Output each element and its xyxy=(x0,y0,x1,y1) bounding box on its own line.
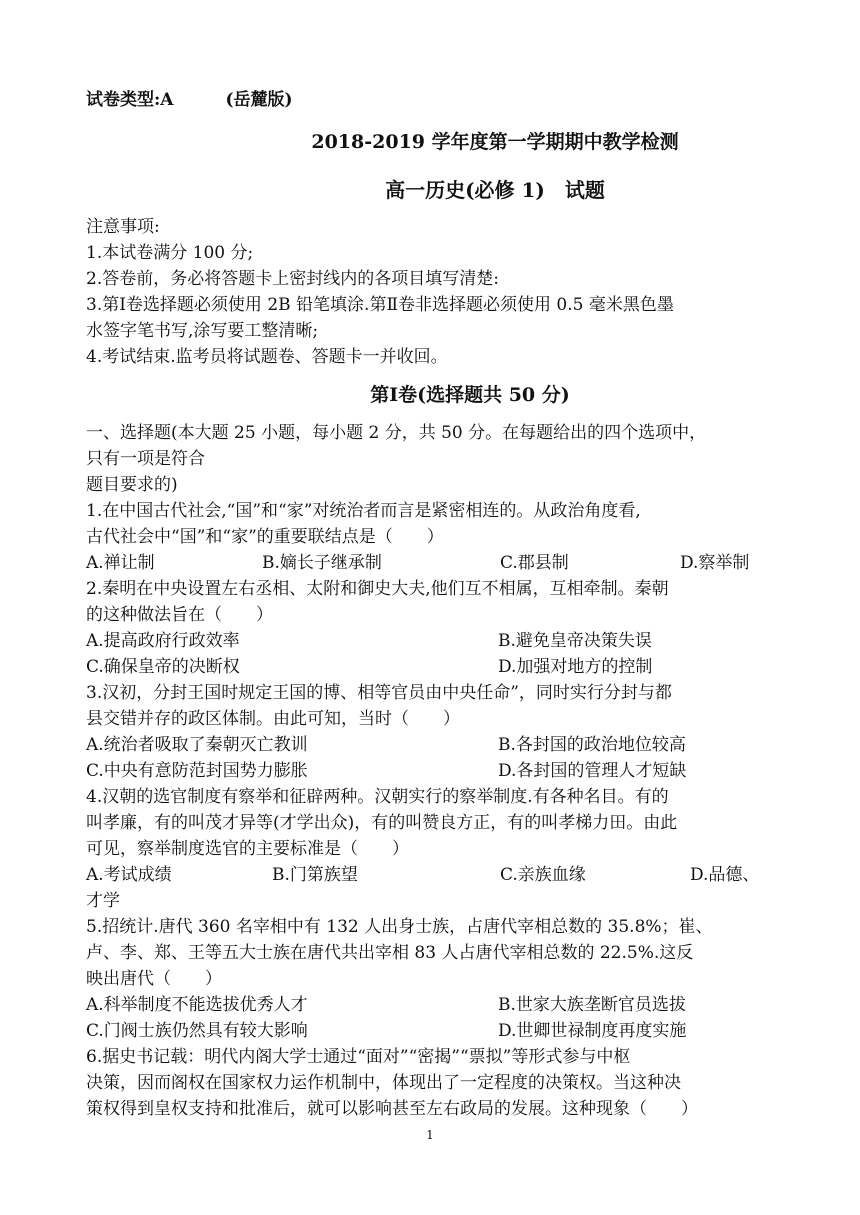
option-d-continued: 才学 xyxy=(86,891,120,911)
question-stem: 策权得到皇权支持和批准后，就可以影响甚至左右政局的发展。这种现象（ ） xyxy=(86,1099,698,1119)
option-c: C.郡县制 xyxy=(500,553,569,573)
question-stem: 4.汉朝的选官制度有察举和征辟两种。汉朝实行的察举制度.有各种名目。有的 xyxy=(86,787,669,807)
question-stem: 卢、李、郑、王等五大士族在唐代共出宰相 83 人占唐代宰相总数的 22.5%.这反 xyxy=(86,943,694,963)
option-a: A.提高政府行政效率 xyxy=(86,631,240,651)
note-item: 2.答卷前，务必将答题卡上密封线内的各项目填写清楚: xyxy=(86,269,499,289)
option-b: B.各封国的政治地位较高 xyxy=(498,735,686,755)
question-stem: 3.汉初，分封王国时规定王国的博、相等官员由中央任命”，同时实行分封与都 xyxy=(86,683,672,703)
section-instructions: 一、选择题(本大题 25 小题，每小题 2 分，共 50 分。在每题给出的四个选项中， xyxy=(86,423,707,443)
option-a: A.禅让制 xyxy=(86,553,155,573)
option-a: A.科举制度不能选拔优秀人才 xyxy=(86,995,308,1015)
paper-type-line xyxy=(86,87,293,113)
note-item: 3.第Ⅰ卷选择题必须使用 2B 铅笔填涂.第Ⅱ卷非选择题必须使用 0.5 毫米黑色墨 xyxy=(86,295,674,315)
option-c: C.亲族血缘 xyxy=(500,865,586,885)
option-d: D.世卿世禄制度再度实施 xyxy=(498,1021,687,1041)
question-stem: 决策，因而阁权在国家权力运作机制中，体现出了一定程度的决策权。当这种决 xyxy=(86,1073,681,1093)
option-b: B.世家大族垄断官员选拔 xyxy=(498,995,686,1015)
note-item: 1.本试卷满分 100 分; xyxy=(86,243,254,263)
option-d: D.品德、 xyxy=(690,865,760,885)
question-stem: 的这种做法旨在（ ） xyxy=(86,605,273,625)
exam-title: 2018-2019 学年度第一学期期中教学检测 xyxy=(311,131,679,153)
edition: (岳麓版) xyxy=(225,90,293,110)
exam-subtitle: 高一历史(必修 1) 试题 xyxy=(385,178,605,202)
note-item: 水签字笔书写,涂写要工整清晰; xyxy=(86,321,319,341)
option-c: C.中央有意防范封国势力膨胀 xyxy=(86,761,308,781)
question-stem: 可见，察举制度选官的主要标准是（ ） xyxy=(86,839,409,859)
option-c: C.确保皇帝的决断权 xyxy=(86,657,240,677)
question-stem: 古代社会中“国”和“家”的重要联结点是（ ） xyxy=(86,527,444,547)
option-b: B.避免皇帝决策失误 xyxy=(498,631,652,651)
page-number: 1 xyxy=(426,1128,434,1142)
section-title: 第Ⅰ卷(选择题共 50 分) xyxy=(370,384,570,406)
question-stem: 2.秦明在中央设置左右丞相、太附和御史大夫,他们互不相属，互相牵制。秦朝 xyxy=(86,579,669,599)
section-instructions: 题目要求的) xyxy=(86,475,178,495)
note-item: 4.考试结束.监考员将试题卷、答题卡一并收回。 xyxy=(86,347,448,367)
option-b: B.嫡长子继承制 xyxy=(262,553,382,573)
option-a: A.考试成绩 xyxy=(86,865,172,885)
question-stem: 1.在中国古代社会,“国”和“家”对统治者而言是紧密相连的。从政治角度看, xyxy=(86,501,641,521)
paper-type: 试卷类型:A xyxy=(86,90,174,110)
question-stem: 映出唐代（ ） xyxy=(86,969,222,989)
question-stem: 5.招统计.唐代 360 名宰相中有 132 人出身士族，占唐代宰相总数的 35.8%；崔、 xyxy=(86,917,713,937)
option-b: B.门第族望 xyxy=(272,865,358,885)
question-stem: 县交错并存的政区体制。由此可知，当时（ ） xyxy=(86,709,460,729)
notes-heading: 注意事项: xyxy=(86,217,160,237)
question-stem: 6.据史书记载：明代内阁大学士通过“面对”“密揭”“票拟”等形式参与中枢 xyxy=(86,1047,631,1067)
option-d: D.加强对地方的控制 xyxy=(498,657,653,677)
question-stem: 叫孝廉，有的叫茂才异等(才学出众)，有的叫赞良方正，有的叫孝梯力田。由此 xyxy=(86,813,678,833)
option-a: A.统治者吸取了秦朝灭亡教训 xyxy=(86,735,308,755)
option-d: D.察举制 xyxy=(680,553,750,573)
option-c: C.门阀士族仍然具有较大影响 xyxy=(86,1021,308,1041)
option-d: D.各封国的管理人才短缺 xyxy=(498,761,687,781)
section-instructions: 只有一项是符合 xyxy=(86,449,205,469)
